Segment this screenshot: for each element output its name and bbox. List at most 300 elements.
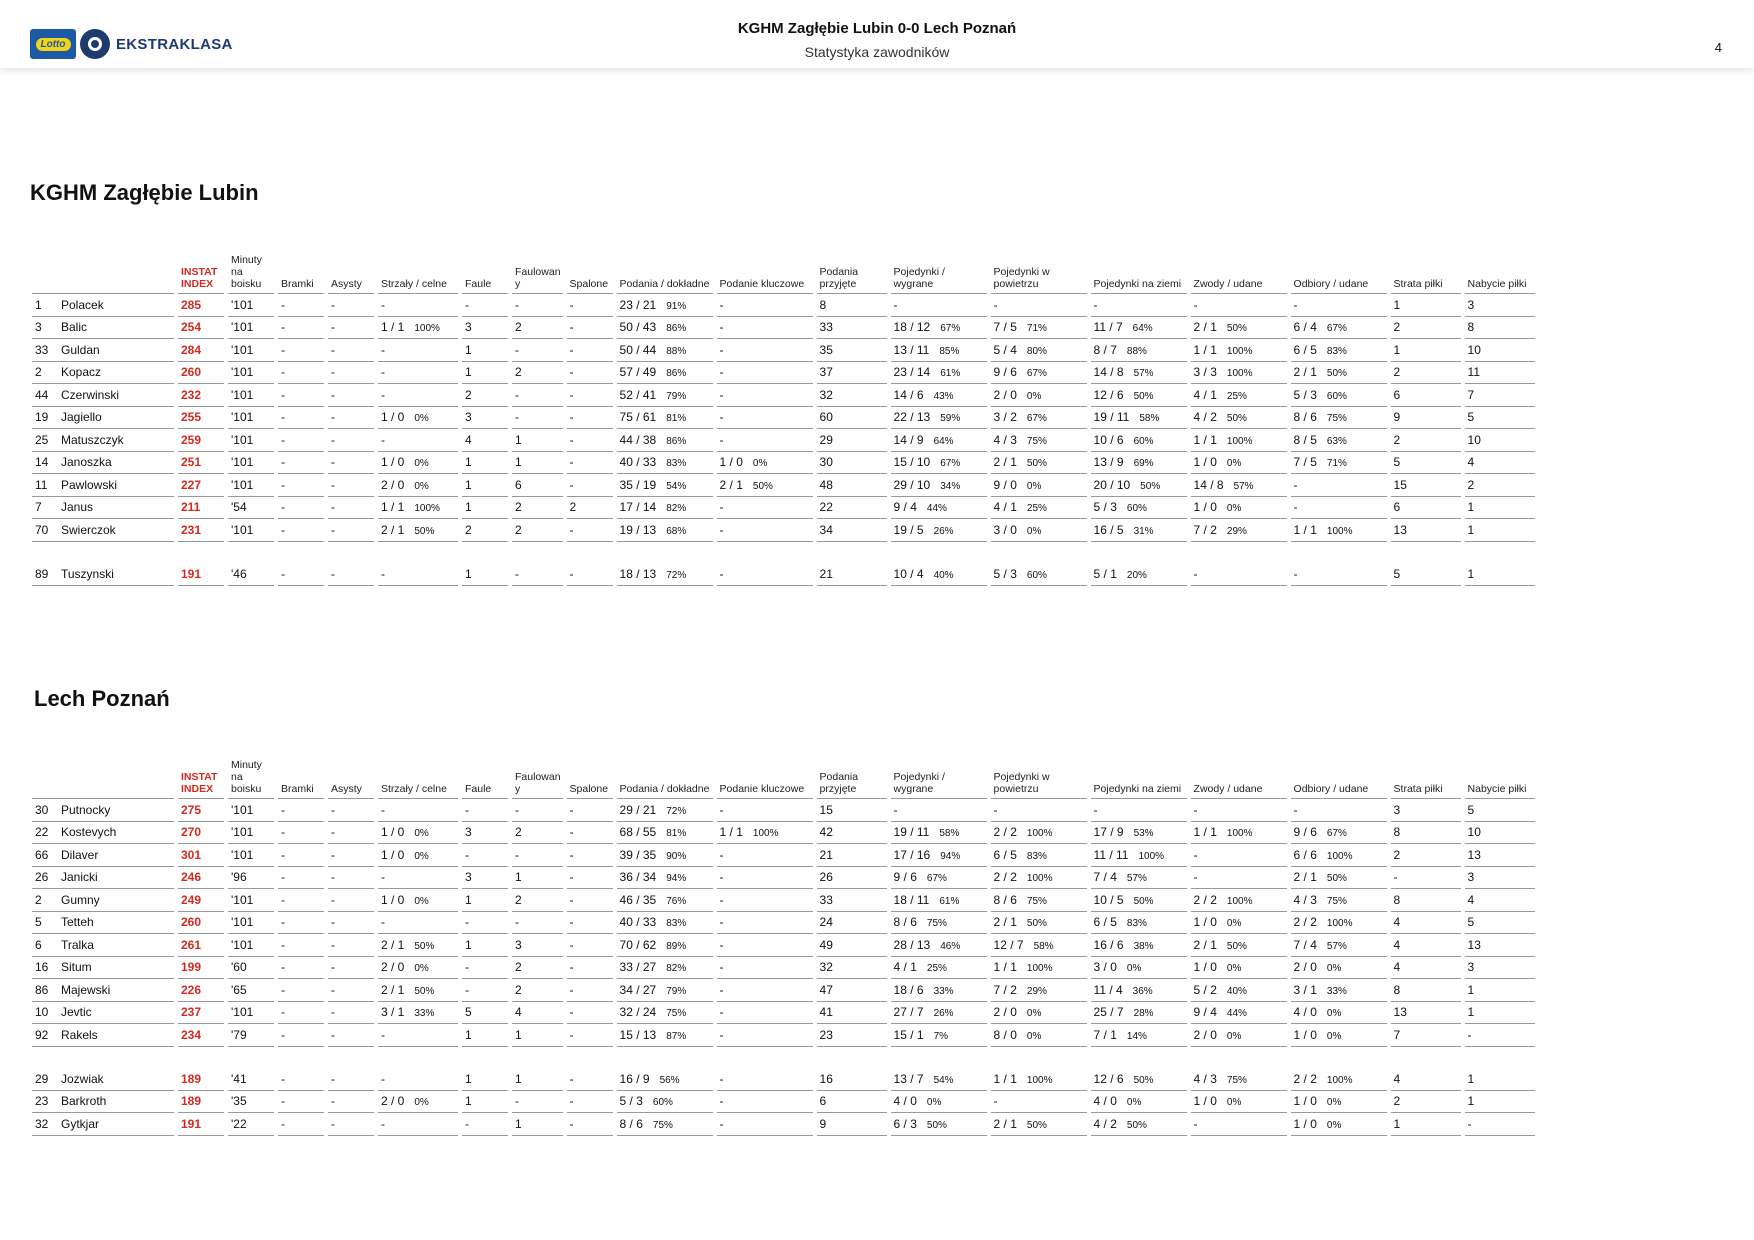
column-header-key-passes: Podanie kluczowe xyxy=(717,254,813,294)
stat-goals: - xyxy=(278,1002,324,1025)
stat-passes-received: 42 xyxy=(817,822,887,845)
stat-offsides: 2 xyxy=(567,497,613,520)
stat-dribbles xyxy=(1191,294,1287,317)
stat-goals: - xyxy=(278,563,324,586)
player-name: Rakels xyxy=(61,1027,98,1042)
column-header-tackles: Odbiory / udane xyxy=(1291,759,1387,799)
stat-passes-received: 37 xyxy=(817,362,887,385)
column-header-offsides: Spalone xyxy=(567,759,613,799)
stat-goals: - xyxy=(278,957,324,980)
stat-aerial-duels xyxy=(991,384,1087,407)
stat-goals: - xyxy=(278,294,324,317)
stat-shots xyxy=(378,474,458,497)
stat-percent: 34% xyxy=(940,480,961,492)
stat-percent: 0% xyxy=(1026,1008,1042,1020)
stat-lost-balls: 7 xyxy=(1391,1024,1461,1047)
stat-minutes: '101 xyxy=(228,362,274,385)
stat-fouled: - xyxy=(512,844,563,867)
column-header-duels: Pojedynki / wygrane xyxy=(891,254,987,294)
stat-ground-duels xyxy=(1091,1068,1187,1091)
stat-percent: 100% xyxy=(1226,435,1253,447)
stat-value: 6 / 5 xyxy=(1093,915,1117,930)
stat-percent: 0% xyxy=(752,458,768,470)
stat-passes xyxy=(617,979,713,1002)
stat-assists: - xyxy=(328,822,374,845)
stat-dribbles xyxy=(1191,844,1287,867)
stat-fouled: - xyxy=(512,1091,563,1114)
stat-fouls: - xyxy=(462,294,508,317)
stat-lost-balls: 4 xyxy=(1391,912,1461,935)
stat-passes xyxy=(617,799,713,822)
player-number: 5 xyxy=(35,915,42,930)
stat-shots xyxy=(378,844,458,867)
stat-passes-received: 34 xyxy=(817,519,887,542)
player-row xyxy=(32,519,1535,542)
stat-percent: 0% xyxy=(414,963,429,975)
stat-goals: - xyxy=(278,384,324,407)
stat-passes-received: 30 xyxy=(817,452,887,475)
stat-percent: 91% xyxy=(666,300,687,312)
stat-value: 16 / 9 xyxy=(619,1071,650,1086)
stat-passes xyxy=(617,1068,713,1091)
stat-passes xyxy=(617,957,713,980)
stat-duels xyxy=(891,407,987,430)
player-name: Jevtic xyxy=(61,1005,92,1020)
stat-value: 12 / 6 xyxy=(1093,1071,1124,1086)
stat-passes xyxy=(617,497,713,520)
stat-percent: 100% xyxy=(1226,828,1253,840)
stat-value: 9 / 4 xyxy=(1193,1005,1217,1020)
player-row xyxy=(32,384,1535,407)
stat-value: 8 / 0 xyxy=(993,1027,1017,1042)
stat-value: 2 / 0 xyxy=(1193,1027,1217,1042)
column-header-fouls: Faule xyxy=(462,759,508,799)
stat-aerial-duels xyxy=(991,407,1087,430)
stat-ground-duels xyxy=(1091,799,1187,822)
player-row xyxy=(32,407,1535,430)
stat-shots xyxy=(378,1002,458,1025)
stat-duels xyxy=(891,563,987,586)
stat-ground-duels xyxy=(1091,979,1187,1002)
stat-minutes: '41 xyxy=(228,1068,274,1091)
stat-fouled: 2 xyxy=(512,519,563,542)
stat-dribbles xyxy=(1191,1002,1287,1025)
player-number: 92 xyxy=(35,1027,49,1042)
column-header-index: INSTAT INDEX xyxy=(178,254,224,294)
stat-value: - xyxy=(719,365,724,380)
stat-percent: 79% xyxy=(666,985,687,997)
stat-offsides: - xyxy=(567,452,613,475)
stat-dribbles xyxy=(1191,362,1287,385)
stat-value: - xyxy=(719,1094,724,1109)
stat-ground-duels xyxy=(1091,1002,1187,1025)
stat-aerial-duels xyxy=(991,1002,1087,1025)
stat-key-passes xyxy=(717,934,813,957)
player-number: 30 xyxy=(35,802,49,817)
stat-value: 2 / 2 xyxy=(993,825,1017,840)
player-name: Tetteh xyxy=(61,915,94,930)
stat-minutes: '101 xyxy=(228,799,274,822)
stat-dribbles xyxy=(1191,1091,1287,1114)
stat-fouled: 2 xyxy=(512,822,563,845)
stat-value: - xyxy=(1193,802,1198,817)
stat-passes-received: 32 xyxy=(817,384,887,407)
stat-recoveries: 13 xyxy=(1465,844,1535,867)
stat-fouls: 2 xyxy=(462,519,508,542)
stat-dribbles xyxy=(1191,867,1287,890)
stat-assists: - xyxy=(328,867,374,890)
player-name: Swierczok xyxy=(61,522,116,537)
stat-duels xyxy=(891,1068,987,1091)
stat-passes-received: 22 xyxy=(817,497,887,520)
stat-passes xyxy=(617,317,713,340)
column-header-fouled: Faulowan y xyxy=(512,759,563,799)
stat-fouled: - xyxy=(512,799,563,822)
stat-passes-received: 23 xyxy=(817,1024,887,1047)
stat-fouled: 2 xyxy=(512,362,563,385)
stat-value: 4 / 3 xyxy=(1193,1071,1217,1086)
stat-value: 34 / 27 xyxy=(619,982,657,997)
stat-goals: - xyxy=(278,452,324,475)
player-row xyxy=(32,429,1535,452)
stat-lost-balls: 4 xyxy=(1391,934,1461,957)
stat-value: 1 / 0 xyxy=(381,892,405,907)
player-row xyxy=(32,934,1535,957)
stat-passes-received: 60 xyxy=(817,407,887,430)
stat-percent: 54% xyxy=(666,480,687,492)
stat-passes-received: 32 xyxy=(817,957,887,980)
stat-offsides: - xyxy=(567,867,613,890)
stat-value: - xyxy=(719,1005,724,1020)
stat-value: 2 / 0 xyxy=(381,477,405,492)
stat-duels xyxy=(891,294,987,317)
stat-value: 1 / 0 xyxy=(1193,1094,1217,1109)
player-stats-table-home xyxy=(28,254,1539,586)
stat-key-passes xyxy=(717,822,813,845)
stat-value: 1 / 1 xyxy=(1193,432,1217,447)
stat-percent: 83% xyxy=(1026,850,1047,862)
stat-value: - xyxy=(719,1027,724,1042)
stat-value: - xyxy=(381,342,385,357)
stat-dribbles xyxy=(1191,979,1287,1002)
stat-dribbles xyxy=(1191,563,1287,586)
stat-lost-balls: 2 xyxy=(1391,1091,1461,1114)
stat-percent: 0% xyxy=(1226,918,1242,930)
stat-fouled: 2 xyxy=(512,889,563,912)
column-header-shots: Strzały / celne xyxy=(378,759,458,799)
stat-shots xyxy=(378,912,458,935)
stat-percent: 29% xyxy=(1026,985,1047,997)
stat-value: 2 / 1 xyxy=(719,477,743,492)
stat-dribbles xyxy=(1191,957,1287,980)
stat-percent: 50% xyxy=(1226,940,1247,952)
stat-value: 13 / 11 xyxy=(893,342,930,357)
stat-lost-balls: 2 xyxy=(1391,362,1461,385)
stat-assists: - xyxy=(328,294,374,317)
column-header-passes-received: Podania przyjęte xyxy=(817,759,887,799)
stat-duels xyxy=(891,452,987,475)
column-header-dribbles: Zwody / udane xyxy=(1191,254,1287,294)
stat-value: - xyxy=(719,297,724,312)
stat-offsides: - xyxy=(567,1024,613,1047)
stat-key-passes xyxy=(717,957,813,980)
stat-duels xyxy=(891,822,987,845)
stat-fouls: 3 xyxy=(462,822,508,845)
player-name: Putnocky xyxy=(61,802,111,817)
stat-value: - xyxy=(1293,566,1298,581)
stat-passes-received: 33 xyxy=(817,317,887,340)
stat-value: 4 / 1 xyxy=(1193,387,1217,402)
player-row xyxy=(32,912,1535,935)
stat-aerial-duels xyxy=(991,362,1087,385)
column-header-tackles: Odbiory / udane xyxy=(1291,254,1387,294)
stat-value: 2 / 1 xyxy=(1293,870,1317,885)
stat-minutes: '101 xyxy=(228,934,274,957)
stat-key-passes xyxy=(717,563,813,586)
player-row xyxy=(32,294,1535,317)
stat-tackles xyxy=(1291,1068,1387,1091)
stat-tackles xyxy=(1291,294,1387,317)
player-cell xyxy=(32,294,174,317)
stat-lost-balls: 13 xyxy=(1391,519,1461,542)
column-header-fouls: Faule xyxy=(462,254,508,294)
stat-minutes: '101 xyxy=(228,429,274,452)
stat-goals: - xyxy=(278,934,324,957)
stat-value: 1 / 0 xyxy=(1293,1027,1317,1042)
stat-tackles xyxy=(1291,799,1387,822)
stat-shots xyxy=(378,822,458,845)
stat-assists: - xyxy=(328,934,374,957)
stat-dribbles xyxy=(1191,497,1287,520)
stat-value: - xyxy=(993,802,998,817)
stat-index: 261 xyxy=(178,934,224,957)
player-number: 23 xyxy=(35,1094,49,1109)
stat-value: 1 / 0 xyxy=(1193,960,1217,975)
stat-fouled: 2 xyxy=(512,979,563,1002)
stat-goals: - xyxy=(278,1091,324,1114)
stat-percent: 100% xyxy=(1326,1074,1353,1086)
stat-index: 234 xyxy=(178,1024,224,1047)
stat-value: 68 / 55 xyxy=(619,825,657,840)
stat-value: 23 / 21 xyxy=(619,297,657,312)
stat-lost-balls: 6 xyxy=(1391,497,1461,520)
stat-passes xyxy=(617,934,713,957)
stat-fouls: - xyxy=(462,799,508,822)
stat-shots xyxy=(378,934,458,957)
stat-value: 1 / 0 xyxy=(1193,915,1217,930)
stat-percent: 0% xyxy=(1026,525,1042,537)
column-header-duels: Pojedynki / wygrane xyxy=(891,759,987,799)
stat-percent: 43% xyxy=(933,390,954,402)
stat-percent: 75% xyxy=(1226,1074,1247,1086)
stat-percent: 0% xyxy=(414,413,429,425)
player-name: Jagiello xyxy=(61,410,102,425)
stat-percent: 75% xyxy=(1326,413,1347,425)
team-title-away: Lech Poznań xyxy=(34,686,170,711)
stat-key-passes xyxy=(717,1002,813,1025)
stat-value: - xyxy=(1193,1116,1198,1131)
stat-percent: 83% xyxy=(1326,345,1347,357)
stat-percent: 100% xyxy=(1326,525,1353,537)
stat-duels xyxy=(891,384,987,407)
stat-recoveries: 3 xyxy=(1465,294,1535,317)
stat-percent: 0% xyxy=(1226,458,1242,470)
stat-passes-received: 29 xyxy=(817,429,887,452)
column-header-index: INSTAT INDEX xyxy=(178,759,224,799)
stat-assists: - xyxy=(328,519,374,542)
stat-passes xyxy=(617,1091,713,1114)
column-header-lost-balls: Strata piłki xyxy=(1391,759,1461,799)
player-row xyxy=(32,317,1535,340)
stat-value: - xyxy=(719,870,724,885)
stat-shots xyxy=(378,407,458,430)
stat-shots xyxy=(378,1091,458,1114)
stat-percent: 50% xyxy=(1026,458,1047,470)
stat-minutes: '101 xyxy=(228,519,274,542)
stat-shots xyxy=(378,294,458,317)
stat-duels xyxy=(891,844,987,867)
player-number: 3 xyxy=(35,320,42,335)
stat-aerial-duels xyxy=(991,474,1087,497)
stat-fouls: 1 xyxy=(462,362,508,385)
stat-tackles xyxy=(1291,844,1387,867)
stat-recoveries: 1 xyxy=(1465,563,1535,586)
substitutes-gap xyxy=(32,1047,1535,1069)
stat-ground-duels xyxy=(1091,912,1187,935)
column-header-passes: Podania / dokładne xyxy=(617,254,713,294)
stat-dribbles xyxy=(1191,1024,1287,1047)
stat-percent: 100% xyxy=(1226,345,1253,357)
stat-tackles xyxy=(1291,1091,1387,1114)
stat-value: 4 / 3 xyxy=(1293,892,1317,907)
stat-value: 2 / 1 xyxy=(381,522,405,537)
stat-ground-duels xyxy=(1091,384,1187,407)
player-number: 25 xyxy=(35,432,49,447)
stat-percent: 50% xyxy=(926,1119,947,1131)
stat-fouls: 1 xyxy=(462,474,508,497)
stat-percent: 83% xyxy=(666,918,687,930)
substitutes-gap xyxy=(32,542,1535,564)
stat-assists: - xyxy=(328,362,374,385)
stat-value: 2 / 1 xyxy=(1193,937,1217,952)
stat-value: 2 / 1 xyxy=(993,915,1017,930)
stat-offsides: - xyxy=(567,1002,613,1025)
stat-shots xyxy=(378,429,458,452)
stat-value: 28 / 13 xyxy=(893,937,931,952)
stat-duels xyxy=(891,519,987,542)
stat-offsides: - xyxy=(567,317,613,340)
player-number: 2 xyxy=(35,365,42,380)
stat-value: 40 / 33 xyxy=(619,455,657,470)
stat-fouls: 1 xyxy=(462,1068,508,1091)
stat-shots xyxy=(378,384,458,407)
player-name: Situm xyxy=(61,960,92,975)
stat-tackles xyxy=(1291,384,1387,407)
stat-percent: 86% xyxy=(666,368,687,380)
stat-goals: - xyxy=(278,519,324,542)
stat-aerial-duels xyxy=(991,844,1087,867)
stat-passes xyxy=(617,867,713,890)
stat-value: - xyxy=(381,365,385,380)
stat-fouls: 1 xyxy=(462,563,508,586)
stat-value: 4 / 2 xyxy=(1193,410,1217,425)
stat-recoveries: 3 xyxy=(1465,867,1535,890)
stat-recoveries: 1 xyxy=(1465,497,1535,520)
stat-shots xyxy=(378,979,458,1002)
stat-passes-received: 47 xyxy=(817,979,887,1002)
stat-percent: 100% xyxy=(1026,1074,1053,1086)
column-header-key-passes: Podanie kluczowe xyxy=(717,759,813,799)
stat-value: 2 / 1 xyxy=(381,982,405,997)
stat-value: - xyxy=(719,320,724,335)
stat-fouled: 2 xyxy=(512,317,563,340)
stat-passes xyxy=(617,1002,713,1025)
stat-value: 4 / 0 xyxy=(1093,1094,1117,1109)
stat-index: 246 xyxy=(178,867,224,890)
stat-recoveries: 1 xyxy=(1465,1002,1535,1025)
stat-index: 251 xyxy=(178,452,224,475)
stat-value: - xyxy=(719,847,724,862)
stat-value: 4 / 1 xyxy=(893,960,917,975)
stat-percent: 83% xyxy=(666,458,687,470)
stat-value: 32 / 24 xyxy=(619,1005,657,1020)
stat-offsides: - xyxy=(567,979,613,1002)
stat-ground-duels xyxy=(1091,563,1187,586)
stat-lost-balls: 1 xyxy=(1391,294,1461,317)
stat-lost-balls: 9 xyxy=(1391,407,1461,430)
stat-value: 19 / 13 xyxy=(619,522,657,537)
stat-tackles xyxy=(1291,452,1387,475)
stat-passes xyxy=(617,912,713,935)
player-cell xyxy=(32,1002,174,1025)
column-header-minutes: Minuty na boisku xyxy=(228,254,274,294)
stat-index: 254 xyxy=(178,317,224,340)
stat-value: 12 / 6 xyxy=(1093,387,1124,402)
stat-value: 9 / 6 xyxy=(993,365,1017,380)
column-header-minutes: Minuty na boisku xyxy=(228,759,274,799)
stat-percent: 0% xyxy=(414,895,429,907)
stat-recoveries: 8 xyxy=(1465,317,1535,340)
stat-passes xyxy=(617,563,713,586)
stat-index: 226 xyxy=(178,979,224,1002)
player-number: 14 xyxy=(35,455,49,470)
stat-passes xyxy=(617,474,713,497)
stat-percent: 56% xyxy=(659,1074,680,1086)
player-name: Kopacz xyxy=(61,365,102,380)
stat-duels xyxy=(891,497,987,520)
stat-value: 27 / 7 xyxy=(893,1005,924,1020)
stat-key-passes xyxy=(717,979,813,1002)
player-cell xyxy=(32,912,174,935)
stat-value: 1 / 0 xyxy=(381,825,405,840)
stat-key-passes xyxy=(717,294,813,317)
stat-value: - xyxy=(381,566,385,581)
stat-value: 13 / 9 xyxy=(1093,455,1124,470)
stat-lost-balls: 8 xyxy=(1391,822,1461,845)
stat-percent: 61% xyxy=(940,368,961,380)
stat-percent: 71% xyxy=(1326,458,1347,470)
player-row xyxy=(32,844,1535,867)
stat-offsides: - xyxy=(567,519,613,542)
stat-key-passes xyxy=(717,339,813,362)
team-title-home: KGHM Zagłębie Lubin xyxy=(30,180,259,205)
stat-recoveries: 1 xyxy=(1465,1068,1535,1091)
stat-fouled: - xyxy=(512,563,563,586)
stat-value: 5 / 3 xyxy=(1293,387,1317,402)
stat-recoveries: 5 xyxy=(1465,799,1535,822)
stat-percent: 29% xyxy=(1226,525,1247,537)
stat-percent: 60% xyxy=(1326,390,1347,402)
